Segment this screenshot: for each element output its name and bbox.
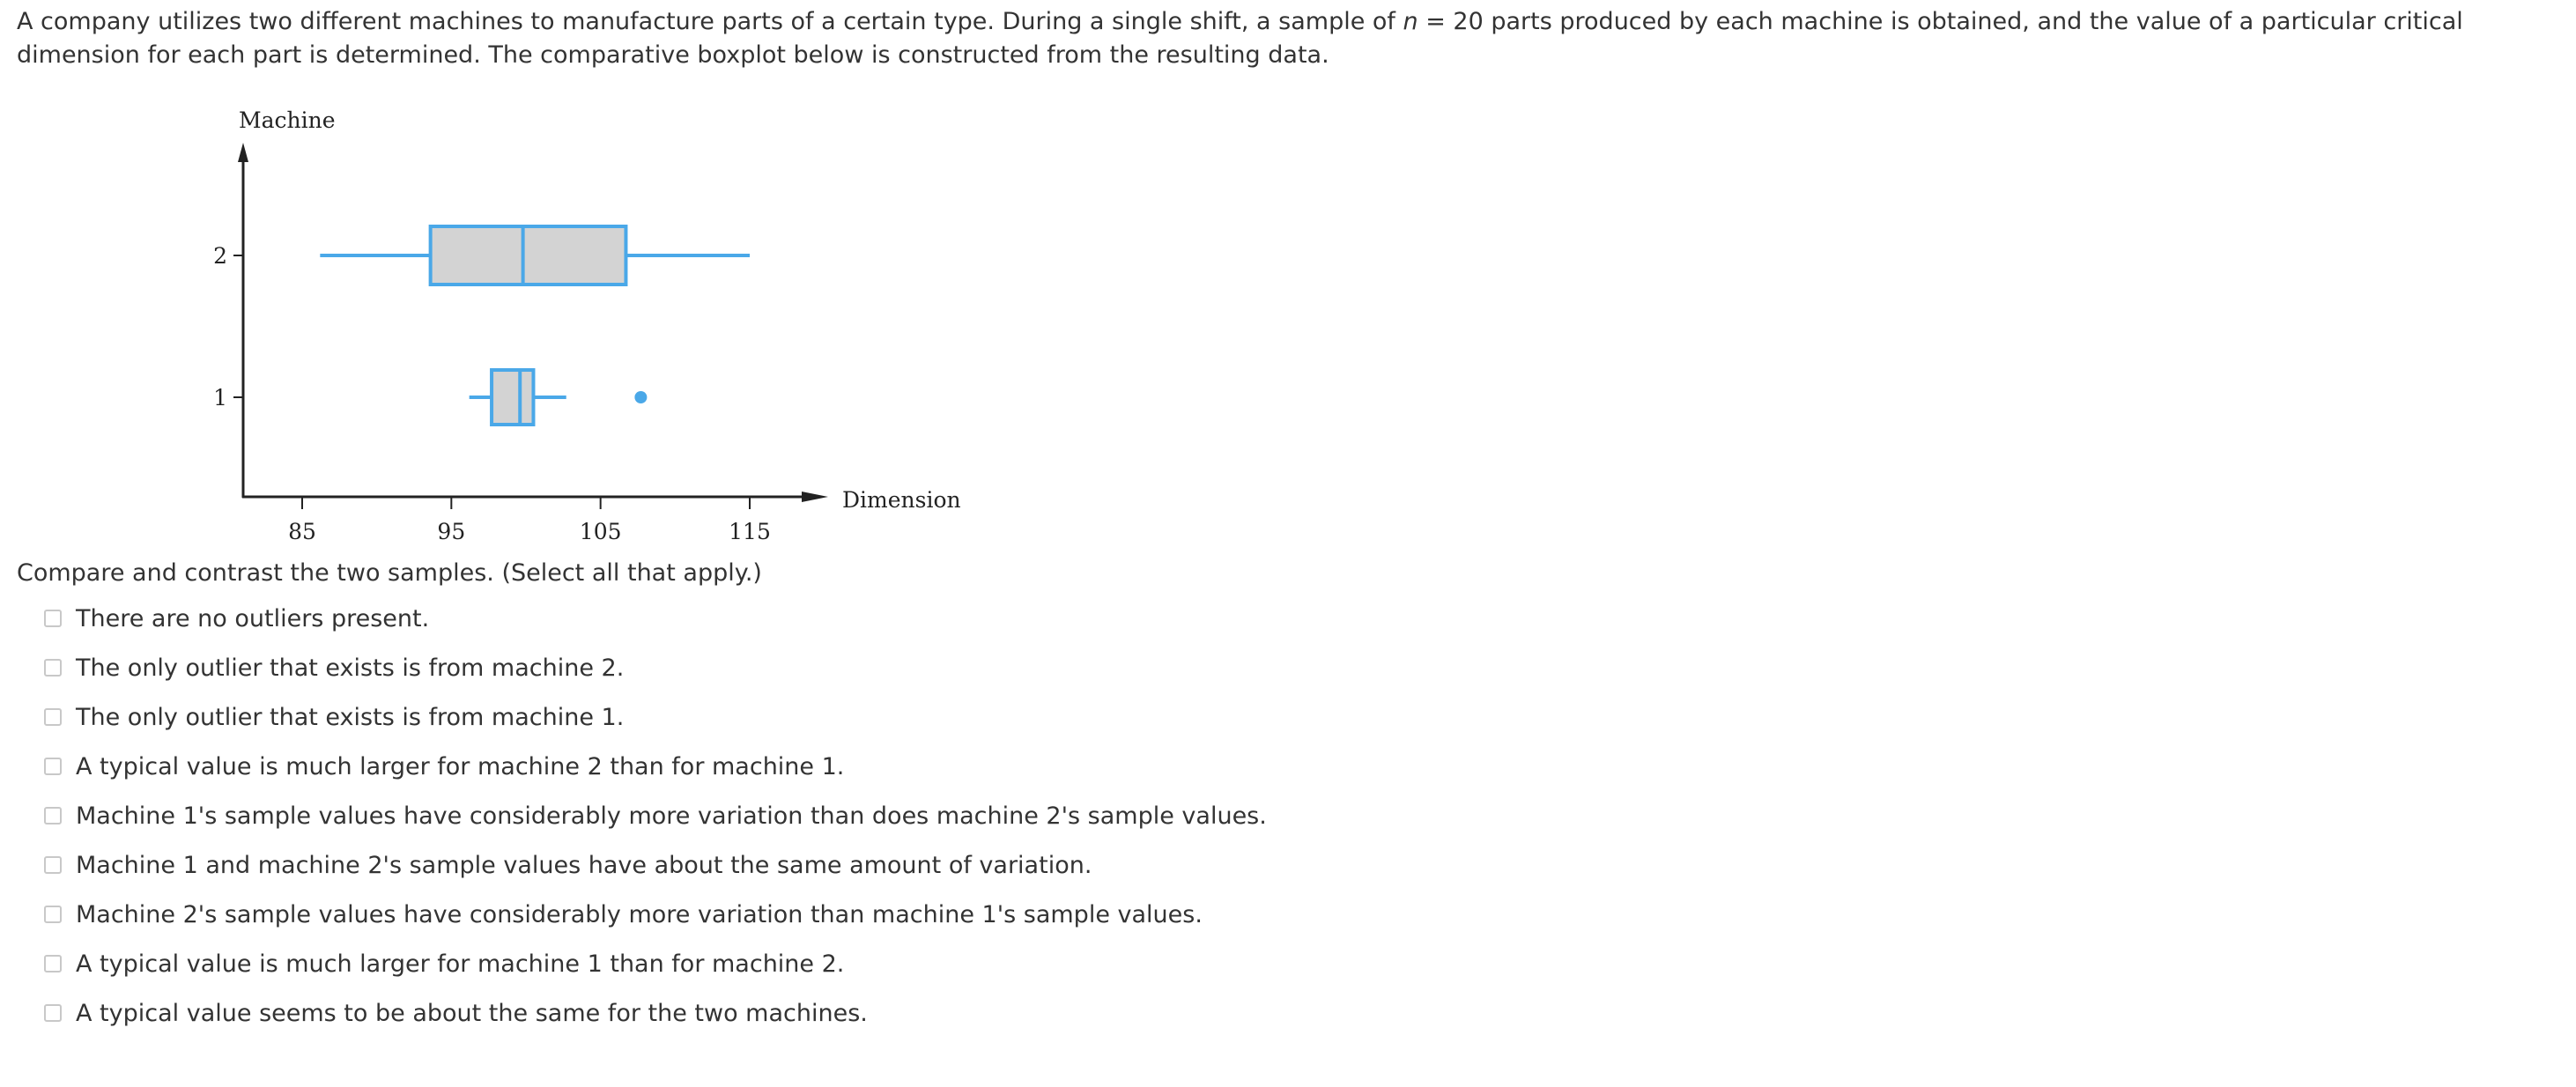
answer-option-label: A typical value seems to be about the same for the two machines. [76, 999, 868, 1027]
x-axis-arrow-icon [802, 492, 828, 502]
answer-option[interactable] [44, 939, 1267, 988]
select-all-prompt: Compare and contrast the two samples. (Select all that apply.) [17, 559, 762, 587]
answer-option[interactable] [44, 988, 1267, 1038]
x-tick-label: 95 [437, 519, 466, 544]
answer-option-label: Machine 1 and machine 2's sample values have about the same amount of variation. [76, 851, 1092, 879]
x-tick-label: 85 [288, 519, 316, 544]
answer-option[interactable] [44, 890, 1267, 939]
x-axis-label: Dimension [842, 487, 961, 513]
answer-option-label: The only outlier that exists is from machine 1. [76, 703, 625, 731]
checkbox[interactable] [44, 758, 62, 775]
checkbox[interactable] [44, 807, 62, 824]
y-axis-arrow-icon [238, 143, 248, 162]
y-axis-label: Machine [239, 107, 336, 133]
box-iqr [431, 226, 626, 285]
answer-option[interactable] [44, 692, 1267, 742]
answer-option-label: A typical value is much larger for machine 1 than for machine 2. [76, 950, 845, 978]
comparative-boxplot [0, 0, 987, 564]
answer-option[interactable] [44, 643, 1267, 692]
checkbox[interactable] [44, 1004, 62, 1022]
question-text-part1: A company utilizes two different machines to manufacture parts of a certain type. During a single shift, a sample of [17, 8, 1403, 35]
n-symbol: n [1403, 8, 1418, 35]
answer-option-label: There are no outliers present. [76, 604, 430, 632]
outlier-point [634, 391, 647, 403]
checkbox[interactable] [44, 906, 62, 923]
question-text-part2: = 20 parts produced by each machine is obtained, and the value of a particular critical dimension for each part is determined. The comparative boxplot below is constructed from the resulting data. [17, 8, 2463, 69]
x-tick-label: 105 [579, 519, 622, 544]
answer-option-label: The only outlier that exists is from machine 2. [76, 654, 625, 682]
answer-option[interactable] [44, 791, 1267, 840]
y-tick-label: 1 [213, 385, 227, 410]
y-tick-label: 2 [213, 243, 227, 269]
checkbox[interactable] [44, 610, 62, 627]
answer-option-label: A typical value is much larger for machine 2 than for machine 1. [76, 752, 845, 780]
answer-option[interactable] [44, 742, 1267, 791]
answer-option[interactable] [44, 594, 1267, 643]
box-iqr [492, 370, 533, 425]
boxplot-svg [0, 0, 987, 564]
answer-option-label: Machine 1's sample values have considerably more variation than does machine 2's sample values. [76, 802, 1267, 830]
checkbox[interactable] [44, 708, 62, 726]
x-tick-label: 115 [729, 519, 771, 544]
answer-option[interactable] [44, 840, 1267, 890]
checkbox[interactable] [44, 659, 62, 677]
checkbox[interactable] [44, 955, 62, 972]
answer-options [44, 594, 1267, 1038]
answer-option-label: Machine 2's sample values have considerably more variation than machine 1's sample values. [76, 900, 1203, 928]
checkbox[interactable] [44, 856, 62, 874]
